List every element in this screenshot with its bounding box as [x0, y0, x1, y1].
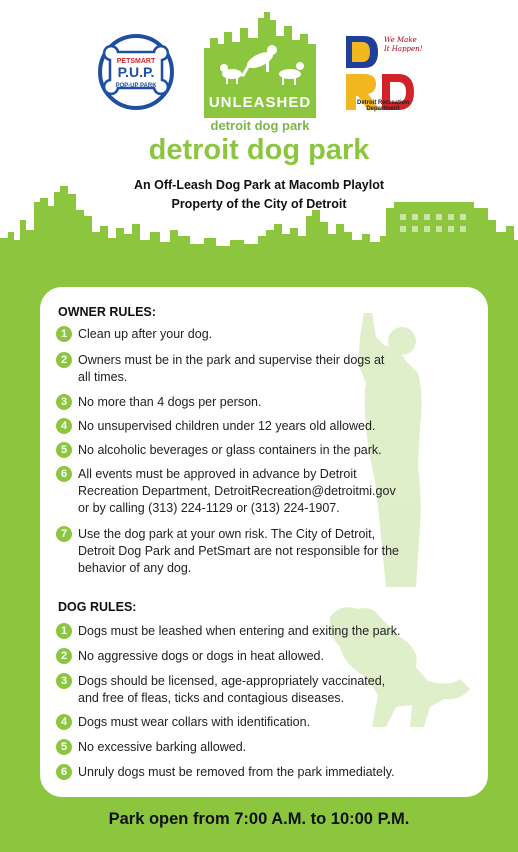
- drd-tagline: [384, 36, 428, 54]
- rule-item: [60, 418, 468, 435]
- rule-item: [60, 326, 468, 343]
- rule-number-badge: 3: [56, 394, 72, 410]
- unleashed-logo: [204, 8, 316, 133]
- rule-text-line: all times.: [78, 370, 128, 384]
- rule-text-line: Detroit Dog Park and PetSmart are not responsible for the: [78, 544, 399, 558]
- rule-text-line: No aggressive dogs or dogs in heat allowed.: [78, 649, 324, 663]
- rule-number-badge: 6: [56, 764, 72, 780]
- pup-tag: POP-UP PARK: [115, 83, 157, 89]
- rule-item: [60, 623, 468, 640]
- rule-item: [60, 466, 468, 517]
- page-subtitle: [0, 176, 518, 214]
- drd-tagline-2: It Happen!: [384, 45, 423, 53]
- subtitle-line-2: Property of the City of Detroit: [171, 197, 347, 211]
- owner-rules-heading: OWNER RULES:: [58, 305, 156, 319]
- rule-number-badge: 2: [56, 648, 72, 664]
- dog-rules-heading: DOG RULES:: [58, 600, 137, 614]
- pup-logo: [96, 30, 176, 110]
- rule-item: [60, 394, 468, 411]
- rule-text-line: Clean up after your dog.: [78, 327, 213, 341]
- rule-text-line: No more than 4 dogs per person.: [78, 395, 262, 409]
- rule-item: [60, 739, 468, 756]
- rule-item: [60, 648, 468, 665]
- rule-number-badge: 3: [56, 673, 72, 689]
- rule-item: [60, 714, 468, 731]
- rules-card: [40, 287, 488, 797]
- page-title: detroit dog park: [148, 134, 370, 166]
- rule-text-line: Owners must be in the park and supervise their dogs at: [78, 353, 385, 367]
- rule-number-badge: 2: [56, 352, 72, 368]
- rule-number-badge: 7: [56, 526, 72, 542]
- rule-item: [60, 442, 468, 459]
- unleashed-sub: detroit dog park: [210, 118, 310, 133]
- rule-text-line: behavior of any dog.: [78, 561, 192, 575]
- rule-text-line: Dogs should be licensed, age-appropriately vaccinated,: [78, 674, 386, 688]
- rule-number-badge: 1: [56, 326, 72, 342]
- rule-text-line: Dogs must wear collars with identification.: [78, 715, 311, 729]
- rule-text-line: Use the dog park at your own risk. The City of Detroit,: [78, 527, 376, 541]
- rule-number-badge: 4: [56, 714, 72, 730]
- rule-item: [60, 352, 468, 386]
- rule-item: [60, 526, 468, 577]
- rule-text-line: and free of fleas, ticks and contagious diseases.: [78, 691, 345, 705]
- rule-number-badge: 5: [56, 442, 72, 458]
- pup-brand: PETSMART: [116, 58, 156, 65]
- rule-text-line: Dogs must be leashed when entering and exiting the park.: [78, 624, 401, 638]
- rule-item: [60, 673, 468, 707]
- rule-text-line: All events must be approved in advance by Detroit: [78, 467, 357, 481]
- unleashed-word: UNLEASHED: [208, 94, 312, 111]
- rule-number-badge: 5: [56, 739, 72, 755]
- pup-name: P.U.P.: [117, 64, 155, 80]
- park-hours: Park open from 7:00 A.M. to 10:00 P.M.: [108, 810, 410, 828]
- drd-department: Detroit Recreation Department: [356, 100, 409, 112]
- rule-text-line: Recreation Department, DetroitRecreation@detroitmi.gov: [78, 484, 396, 498]
- rule-text-line: or by calling (313) 224-1129 or (313) 224-1907.: [78, 501, 340, 515]
- rule-text-line: No alcoholic beverages or glass containers in the park.: [78, 443, 382, 457]
- drd-tagline-1: We Make: [384, 36, 417, 44]
- rule-item: [60, 764, 468, 781]
- rule-number-badge: 4: [56, 418, 72, 434]
- rule-text-line: No unsupervised children under 12 years old allowed.: [78, 419, 376, 433]
- subtitle-line-1: An Off-Leash Dog Park at Macomb Playlot: [133, 178, 385, 192]
- rule-text-line: Unruly dogs must be removed from the park immediately.: [78, 765, 395, 779]
- rule-number-badge: 1: [56, 623, 72, 639]
- rule-text-line: No excessive barking allowed.: [78, 740, 247, 754]
- rule-number-badge: 6: [56, 466, 72, 482]
